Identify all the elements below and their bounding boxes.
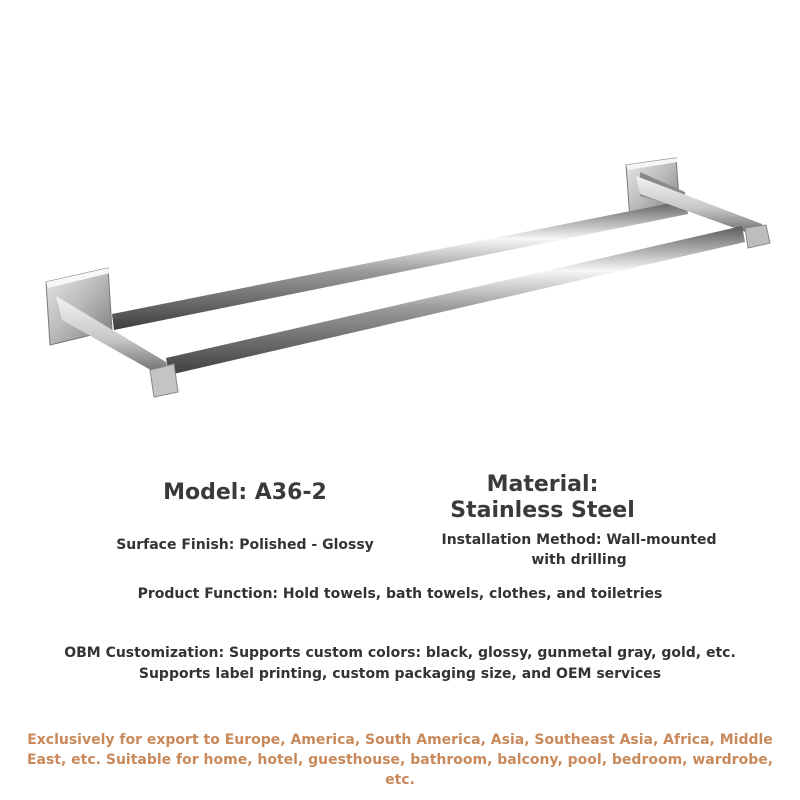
- obm-customization-text: [0, 643, 800, 685]
- product-function-text: Product Function: Hold towels, bath towels, clothes, and toiletries: [137, 586, 663, 602]
- model-number: Model: A36-2: [163, 480, 327, 505]
- installation-line-1: Installation Method: Wall-mounted: [441, 532, 717, 548]
- obm-line-2: Supports label printing, custom packaging size, and OEM services: [138, 666, 662, 682]
- export-markets-text: Exclusively for export to Europe, America, South America, Asia, Southeast Asia, Africa, Middle East, etc. Suitable for home, hotel, guesthouse, bathroom, balcony, pool, bedroom, wardrobe, etc.: [26, 732, 774, 788]
- installation-line-2: with drilling: [531, 552, 627, 568]
- installation-method-text: [420, 530, 738, 570]
- material-label: [420, 472, 665, 524]
- material-heading: Material:: [486, 472, 599, 497]
- material-value: Stainless Steel: [450, 498, 635, 523]
- surface-finish-text: Surface Finish: Polished - Glossy: [116, 537, 374, 553]
- obm-line-1: OBM Customization: Supports custom colors: black, glossy, gunmetal gray, gold, etc.: [64, 645, 736, 661]
